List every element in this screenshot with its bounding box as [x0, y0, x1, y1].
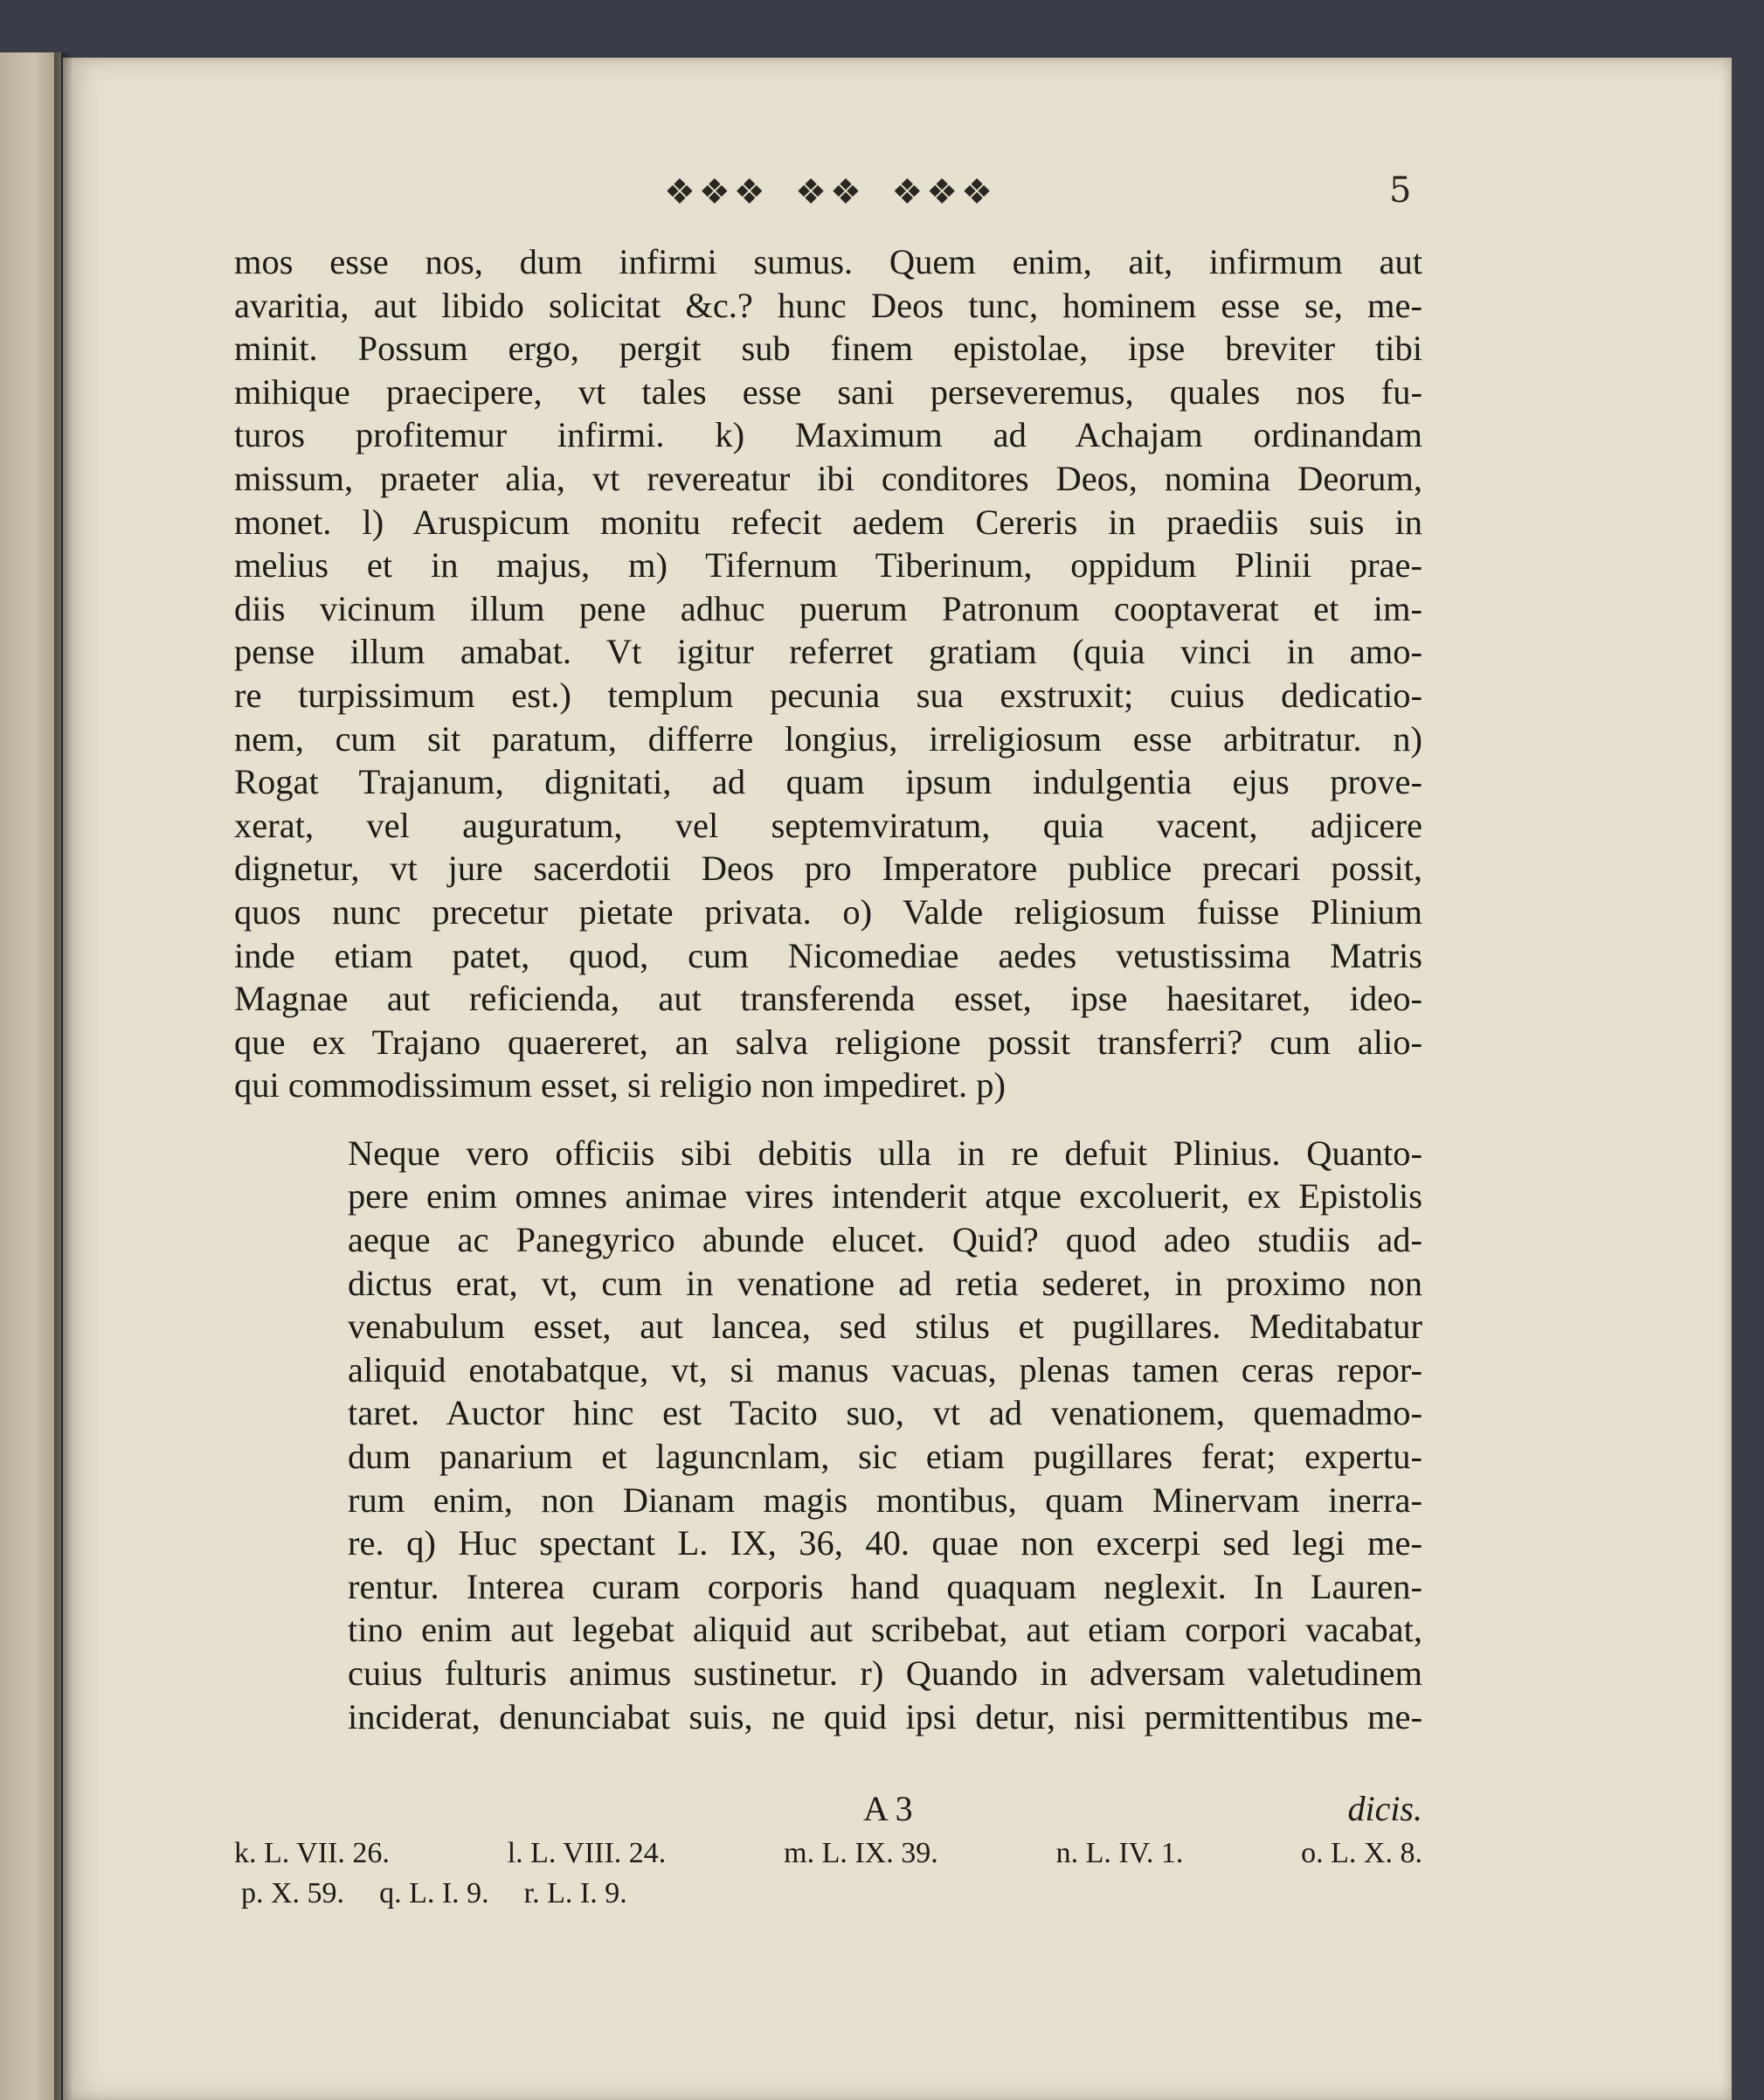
text-line: Rogat Trajanum, dignitati, ad quam ipsum indulgentia ejus prove- — [234, 762, 1422, 802]
text-line: quos nunc precetur pietate privata. o) Valde religiosum fuisse Plinium — [234, 891, 1422, 932]
text-line: diis vicinum illum pene adhuc puerum Patronum cooptaverat et im- — [234, 588, 1422, 628]
text-line: avaritia, aut libido solicitat &c.? hunc Deos tunc, hominem esse se, me- — [234, 285, 1422, 325]
left-page-edge — [0, 52, 61, 2100]
text-line: dictus erat, vt, cum in venatione ad retia sederet, in proximo non — [348, 1263, 1422, 1303]
ornament-center: ❖❖ — [795, 172, 865, 212]
text-line: qui commodissimum esset, si religio non impediret. p) — [234, 1065, 1007, 1105]
text-line: re. q) Huc spectant L. IX, 36, 40. quae non excerpi sed legi me- — [348, 1523, 1422, 1563]
signature-mark: A 3 — [863, 1789, 913, 1828]
page-number: 5 — [1389, 170, 1412, 211]
text-line: inde etiam patet, quod, cum Nicomediae aedes vetustissima Matris — [234, 935, 1422, 975]
text-line: rentur. Interea curam corporis hand quaquam neglexit. In Lauren- — [348, 1566, 1422, 1606]
footnote: p. X. 59. — [241, 1877, 345, 1909]
catchword: dicis. — [1347, 1789, 1422, 1828]
footnote: m. L. IX. 39. — [784, 1837, 938, 1869]
text-line: mos esse nos, dum infirmi sumus. Quem enim, ait, infirmum aut — [234, 242, 1422, 281]
spine-shadow — [54, 52, 73, 2100]
signature-line — [234, 1788, 1422, 1832]
footnote-row — [234, 1874, 1422, 1914]
text-line: dum panarium et laguncnlam, sic etiam pugillares ferat; expertu- — [348, 1437, 1422, 1477]
body-text — [234, 240, 1422, 1738]
paragraph-2 — [234, 1132, 1422, 1738]
text-line: venabulum esset, aut lancea, sed stilus et pugillares. Meditabatur — [348, 1306, 1422, 1347]
text-line: cuius fulturis animus sustinetur. r) Quando in adversam valetudinem — [348, 1653, 1422, 1693]
footnote: n. L. IV. 1. — [1055, 1837, 1184, 1869]
text-line: mihique praecipere, vt tales esse sani perseveremus, quales nos fu- — [234, 371, 1422, 412]
text-line: turos profitemur infirmi. k) Maximum ad Achajam ordinandam — [234, 415, 1422, 455]
footnote-row — [234, 1833, 1422, 1874]
text-line: nem, cum sit paratum, differre longius, irreligiosum esse arbitratur. n) — [234, 718, 1422, 759]
text-line: rum enim, non Dianam magis montibus, quam Minervam inerra- — [348, 1480, 1422, 1520]
text-line: taret. Auctor hinc est Tacito suo, vt ad venationem, quemadmo- — [348, 1393, 1422, 1433]
text-line: xerat, vel auguratum, vel septemviratum, quia vacent, adjicere — [234, 805, 1422, 845]
text-line: tino enim aut legebat aliquid aut scribebat, aut etiam corpori vacabat, — [348, 1610, 1422, 1650]
footnote: r. L. I. 9. — [523, 1877, 627, 1909]
text-line: que ex Trajano quaereret, an salva religione possit transferri? cum alio- — [234, 1022, 1422, 1062]
footnote: q. L. I. 9. — [379, 1877, 489, 1909]
ornament-left: ❖❖❖ — [664, 172, 769, 212]
paragraph-1 — [234, 240, 1422, 1107]
text-line: monet. l) Aruspicum monitu refecit aedem Cereris in praediis suis in — [234, 502, 1422, 542]
footnote: k. L. VII. 26. — [234, 1837, 390, 1869]
footnotes — [234, 1833, 1422, 1914]
text-line: dignetur, vt jure sacerdotii Deos pro Imperatore publice precari possit, — [234, 849, 1422, 889]
footnote: o. L. X. 8. — [1301, 1837, 1422, 1869]
text-line: pense illum amabat. Vt igitur referret gratiam (quia vinci in amo- — [234, 632, 1422, 672]
text-line: missum, praeter alia, vt revereatur ibi conditores Deos, nomina Deorum, — [234, 458, 1422, 498]
footnote: l. L. VIII. 24. — [507, 1837, 667, 1869]
text-line: minit. Possum ergo, pergit sub finem epistolae, ipse breviter tibi — [234, 329, 1422, 369]
header-ornament — [664, 170, 996, 214]
text-line: melius et in majus, m) Tifernum Tiberinum, oppidum Plinii prae- — [234, 545, 1422, 586]
text-line: inciderat, denunciabat suis, ne quid ipsi detur, nisi permittentibus me- — [348, 1696, 1422, 1736]
text-line: pere enim omnes animae vires intenderit atque excoluerit, ex Epistolis — [348, 1176, 1422, 1216]
text-line: aliquid enotabatque, vt, si manus vacuas, plenas tamen ceras repor- — [348, 1349, 1422, 1390]
text-line: Neque vero officiis sibi debitis ulla in re defuit Plinius. Quanto- — [348, 1133, 1422, 1173]
ornament-right: ❖❖❖ — [891, 172, 996, 212]
text-line: re turpissimum est.) templum pecunia sua exstruxit; cuius dedicatio- — [234, 675, 1422, 715]
text-line: aeque ac Panegyrico abunde elucet. Quid? quod adeo studiis ad- — [348, 1220, 1422, 1260]
text-line: Magnae aut reficienda, aut transferenda esset, ipse haesitaret, ideo- — [234, 979, 1422, 1019]
